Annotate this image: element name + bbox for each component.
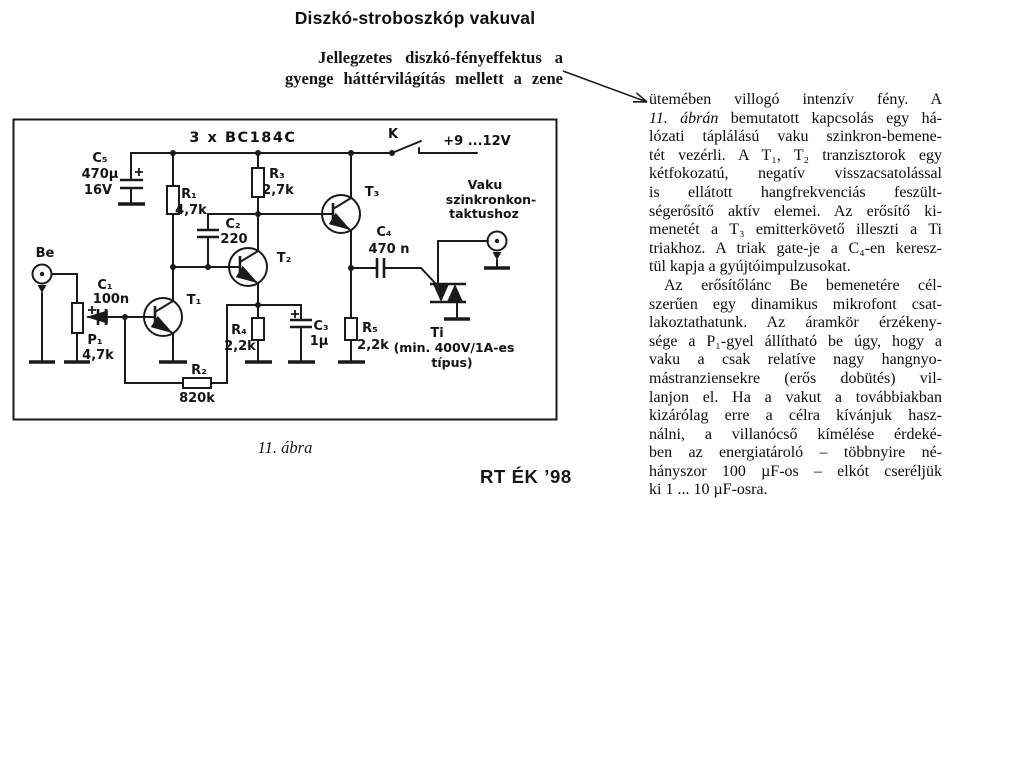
label-r4-value: 2,2k	[224, 339, 256, 354]
label-p1: P₁	[87, 333, 103, 348]
label-c2-value: 220	[220, 232, 248, 247]
label-r4: R₄	[231, 323, 247, 338]
article-text-column	[649, 91, 942, 500]
column-line: menetét a T₃ emitterkövető illeszti a Ti	[649, 221, 942, 239]
column-line: ségerősítő aktív elemei. Az erősítő ki-	[649, 202, 942, 220]
capacitor-c5	[82, 151, 145, 204]
label-p1-value: 4,7k	[82, 348, 114, 363]
column-line: hányszor 100 µF-os – elkót cseréljük	[649, 462, 942, 480]
label-t3: T₃	[364, 185, 380, 200]
label-c5-value: 470µ	[81, 167, 119, 182]
column-line: kétfokozatú, negatív visszacsatolással	[649, 165, 942, 183]
label-c2: C₂	[225, 217, 241, 232]
input-terminal-be	[29, 246, 77, 362]
column-line: sége a P₁-gyel állítható be úgy, hogy a	[649, 332, 942, 350]
label-c3: C₃	[313, 319, 329, 334]
label-vaku-3: taktushoz	[449, 206, 519, 221]
column-line: vaku a csak relatíve nagy hangnyo-	[649, 351, 942, 369]
plus-polarity-icon	[135, 168, 143, 176]
resistor-r2	[179, 363, 215, 406]
column-line-text: bemutatott kapcsolás egy há-	[718, 109, 942, 127]
resistor-r4	[224, 305, 272, 362]
column-line: triakhoz. A triak gate-je a C₄-en keresz-	[649, 239, 942, 257]
label-t1: T₁	[186, 293, 202, 308]
capacitor-c3	[288, 305, 329, 362]
column-line: nálni, a villanócső kímélése érdeké-	[649, 425, 942, 443]
resistor-r5	[338, 268, 389, 362]
label-ti: Ti	[430, 326, 444, 341]
transistor-t1	[144, 293, 201, 362]
column-line: tül kapja a gyújtóimpulzusokat.	[649, 258, 851, 276]
column-line: tét vezérli. A T₁, T₂ tranzisztorok egy	[649, 146, 942, 164]
label-r3-value: 2,7k	[262, 183, 294, 198]
label-ti-note1: (min. 400V/1A-es	[393, 340, 515, 355]
column-line: ki 1 ... 10 µF-osra.	[649, 481, 768, 499]
arrow-icon	[563, 71, 647, 102]
column-line: lakoztathatunk. Az áramkör érzékeny-	[649, 314, 942, 332]
label-c4: C₄	[376, 225, 392, 240]
schematic-heading: 3 x BC184C	[189, 130, 297, 146]
column-line: lózati táplálású vaku szinkron-bemene-	[649, 128, 942, 146]
switch-k	[388, 127, 511, 153]
label-c5-voltage: 16V	[83, 183, 113, 198]
label-r2: R₂	[191, 363, 207, 378]
column-line: is ellátott hangfrekvenciás feszült-	[649, 183, 942, 201]
label-vaku-1: Vaku	[467, 177, 503, 192]
caption-line: gyenge háttérvilágítás mellett a zene	[285, 69, 563, 88]
column-line: mástranziensekre (erős dobütés) vil-	[649, 369, 942, 387]
resistor-r1	[167, 153, 207, 301]
figure-caption: 11. ábra	[257, 438, 313, 457]
plus-polarity-icon	[291, 310, 299, 318]
label-r5-value: 2,2k	[357, 338, 389, 353]
label-c4-value: 470 n	[368, 242, 410, 257]
circuit-schematic	[12, 118, 558, 422]
caption-line: Jellegzetes diszkó-fényeffektus a	[318, 48, 563, 67]
label-vaku-2: szinkronkon-	[445, 192, 537, 207]
label-r1: R₁	[181, 187, 197, 202]
label-ti-note2: típus)	[431, 355, 473, 370]
plus-polarity-icon	[88, 306, 96, 314]
label-t2: T₂	[276, 251, 292, 266]
output-terminal-vaku	[446, 177, 537, 268]
label-c1-value: 100n	[92, 292, 130, 307]
column-line: kizárólag erre a célra kívánjuk hasz-	[649, 407, 942, 425]
capacitor-c4	[351, 225, 436, 284]
figure-lead-caption	[285, 47, 563, 89]
column-line: szerűen egy dinamikus mikrofont csat-	[649, 295, 942, 313]
credit-text: RT ÉK ’98	[480, 466, 572, 487]
label-c1: C₁	[97, 278, 113, 293]
column-line: ütemében villogó intenzív fény. A	[649, 91, 942, 108]
page-title: Diszkó-stroboszkóp vakuval	[294, 8, 536, 28]
label-be: Be	[35, 246, 55, 261]
figure-reference: 11. ábrán	[649, 109, 719, 127]
supply-label: +9 ...12V	[443, 134, 511, 149]
column-line	[649, 110, 942, 129]
label-r2-value: 820k	[179, 391, 215, 406]
label-r5: R₅	[362, 321, 378, 336]
label-c3-value: 1µ	[309, 334, 329, 349]
switch-label: K	[387, 127, 399, 142]
label-r3: R₃	[269, 167, 285, 182]
label-r1-value: 4,7k	[175, 203, 207, 218]
column-line: Az erősítőlánc Be bemenetére cél-	[664, 276, 942, 294]
column-line: ben az energiatároló – többnyire né-	[649, 444, 942, 462]
column-line: lanjon el. Ha a vakut a továbbiakban	[649, 388, 942, 406]
resistor-r3	[252, 153, 294, 214]
transistor-t2	[229, 248, 291, 286]
label-c5: C₅	[92, 151, 108, 166]
